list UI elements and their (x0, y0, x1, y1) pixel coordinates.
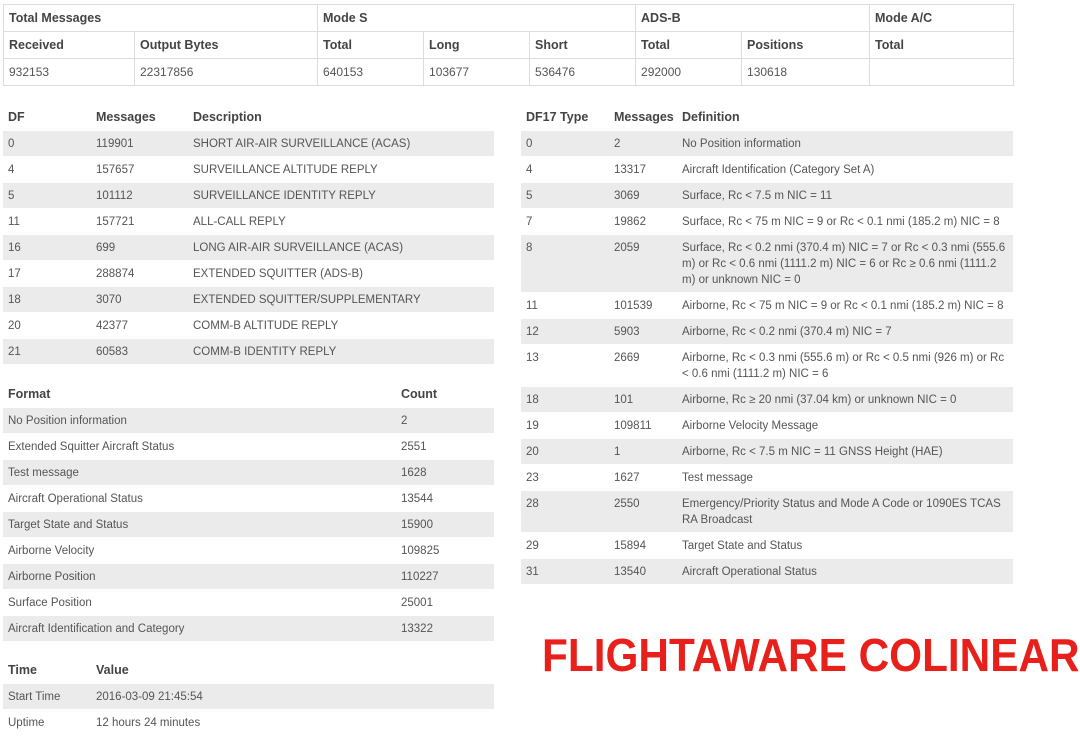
df17-row-definition-cell: Surface, Rc < 7.5 m NIC = 11 (677, 183, 1013, 209)
time-row (3, 684, 494, 710)
df17-row-type-cell: 4 (521, 157, 609, 183)
df17-row-definition-cell: Emergency/Priority Status and Mode A Code or 1090ES TCAS RA Broadcast (677, 491, 1013, 533)
header-received: Received (4, 32, 135, 59)
df-row-description-cell: SHORT AIR-AIR SURVEILLANCE (ACAS) (188, 131, 494, 157)
df17-row-messages-cell: 2 (609, 131, 677, 157)
value-short: 536476 (530, 59, 636, 86)
df17-row-type-cell: 11 (521, 293, 609, 319)
df-row-messages-cell: 3070 (91, 287, 188, 313)
df17-header-messages: Messages (614, 110, 674, 124)
format-row (3, 616, 494, 642)
df-row-description-cell: LONG AIR-AIR SURVEILLANCE (ACAS) (188, 235, 494, 261)
df-row (3, 261, 494, 287)
df17-row-messages-cell: 101539 (609, 293, 677, 319)
group-mode-s: Mode S (318, 5, 636, 32)
header-output-bytes: Output Bytes (135, 32, 318, 59)
df17-row (521, 209, 1013, 235)
df17-row-type-cell: 20 (521, 439, 609, 465)
header-long: Long (424, 32, 530, 59)
df-row-messages-cell: 119901 (91, 131, 188, 157)
df-row (3, 235, 494, 261)
df-row-description-cell: EXTENDED SQUITTER (ADS-B) (188, 261, 494, 287)
format-table (3, 381, 494, 641)
format-row-format-cell: Aircraft Operational Status (3, 486, 396, 512)
df17-row (521, 491, 1013, 533)
df-row (3, 157, 494, 183)
df17-row-type-cell: 7 (521, 209, 609, 235)
format-row (3, 434, 494, 460)
df17-row-definition-cell: Surface, Rc < 75 m NIC = 9 or Rc < 0.1 nmi (185.2 m) NIC = 8 (677, 209, 1013, 235)
df17-row-definition-cell: Airborne, Rc < 75 m NIC = 9 or Rc < 0.1 nmi (185.2 m) NIC = 8 (677, 293, 1013, 319)
format-row (3, 512, 494, 538)
df-row-description-cell: EXTENDED SQUITTER/SUPPLEMENTARY (188, 287, 494, 313)
df17-row (521, 387, 1013, 413)
df17-row-messages-cell: 2059 (609, 235, 677, 293)
df-row (3, 209, 494, 235)
time-header-value: Value (96, 663, 129, 677)
header-mode-ac-total: Total (870, 32, 1014, 59)
format-row-count-cell: 13322 (396, 616, 494, 642)
group-mode-ac: Mode A/C (870, 5, 1014, 32)
format-row-format-cell: Test message (3, 460, 396, 486)
df-row-df-cell: 20 (3, 313, 91, 339)
format-row-format-cell: No Position information (3, 408, 396, 434)
df17-row-type-cell: 5 (521, 183, 609, 209)
df17-row-definition-cell: Airborne, Rc < 7.5 m NIC = 11 GNSS Height (HAE) (677, 439, 1013, 465)
format-header-count: Count (401, 387, 438, 401)
df-row-messages-cell: 699 (91, 235, 188, 261)
df-header-messages: Messages (96, 110, 156, 124)
df17-row-messages-cell: 1 (609, 439, 677, 465)
format-row-count-cell: 15900 (396, 512, 494, 538)
summary-value-row (4, 59, 1014, 86)
df17-row-messages-cell: 5903 (609, 319, 677, 345)
df-table-body (3, 131, 494, 365)
df-row-description-cell: SURVEILLANCE ALTITUDE REPLY (188, 157, 494, 183)
format-row-format-cell: Target State and Status (3, 512, 396, 538)
value-received: 932153 (4, 59, 135, 86)
df17-row-definition-cell: Airborne, Rc < 0.2 nmi (370.4 m) NIC = 7 (677, 319, 1013, 345)
format-row (3, 590, 494, 616)
value-output-bytes: 22317856 (135, 59, 318, 86)
df-row-messages-cell: 288874 (91, 261, 188, 287)
format-row (3, 538, 494, 564)
summary-header-row (4, 32, 1014, 59)
time-header-time: Time (8, 663, 37, 677)
df-row-description-cell: SURVEILLANCE IDENTITY REPLY (188, 183, 494, 209)
format-row-count-cell: 2551 (396, 434, 494, 460)
df17-row-messages-cell: 101 (609, 387, 677, 413)
df17-row-definition-cell: Surface, Rc < 0.2 nmi (370.4 m) NIC = 7 or Rc < 0.3 nmi (555.6 m) or Rc < 0.6 nmi (1111.2 m) NIC = 6 or Rc ≥ 0.6 nmi (1111.2 m) or unknown NIC = 0 (677, 235, 1013, 293)
df17-row (521, 183, 1013, 209)
df17-row-messages-cell: 3069 (609, 183, 677, 209)
df17-row-messages-cell: 13540 (609, 559, 677, 585)
df17-row (521, 559, 1013, 585)
format-row-format-cell: Airborne Position (3, 564, 396, 590)
df17-row-definition-cell: Target State and Status (677, 533, 1013, 559)
group-total-messages: Total Messages (4, 5, 318, 32)
value-mode-s-total: 640153 (318, 59, 424, 86)
df17-row-type-cell: 0 (521, 131, 609, 157)
df17-row-type-cell: 13 (521, 345, 609, 387)
format-table-body (3, 408, 494, 642)
value-long: 103677 (424, 59, 530, 86)
df17-row-type-cell: 18 (521, 387, 609, 413)
df17-row-type-cell: 29 (521, 533, 609, 559)
time-row-value-cell: 2016-03-09 21:45:54 (91, 684, 494, 710)
df17-row-definition-cell: No Position information (677, 131, 1013, 157)
df17-row (521, 131, 1013, 157)
df-row-messages-cell: 157721 (91, 209, 188, 235)
format-row-count-cell: 13544 (396, 486, 494, 512)
value-positions: 130618 (742, 59, 870, 86)
df-row-messages-cell: 42377 (91, 313, 188, 339)
format-row-count-cell: 25001 (396, 590, 494, 616)
df17-row-messages-cell: 13317 (609, 157, 677, 183)
time-table (3, 657, 494, 735)
df17-row-messages-cell: 1627 (609, 465, 677, 491)
df-row (3, 287, 494, 313)
time-row (3, 710, 494, 736)
header-positions: Positions (742, 32, 870, 59)
df17-table-body (521, 131, 1013, 585)
time-row-time-cell: Uptime (3, 710, 91, 736)
format-row (3, 486, 494, 512)
df17-row-messages-cell: 109811 (609, 413, 677, 439)
time-row-time-cell: Start Time (3, 684, 91, 710)
df-header-df: DF (8, 110, 25, 124)
df17-row (521, 413, 1013, 439)
df17-row-messages-cell: 15894 (609, 533, 677, 559)
value-ads-b-total: 292000 (636, 59, 742, 86)
format-row-format-cell: Aircraft Identification and Category (3, 616, 396, 642)
df17-row-definition-cell: Airborne, Rc < 0.3 nmi (555.6 m) or Rc < 0.5 nmi (926 m) or Rc < 0.6 nmi (1111.2 m) NIC = 6 (677, 345, 1013, 387)
df-row-df-cell: 17 (3, 261, 91, 287)
df-row-df-cell: 0 (3, 131, 91, 157)
df-row-df-cell: 5 (3, 183, 91, 209)
group-ads-b: ADS-B (636, 5, 870, 32)
summary-group-row (4, 5, 1014, 32)
df-row (3, 313, 494, 339)
df17-row (521, 465, 1013, 491)
header-mode-s-total: Total (318, 32, 424, 59)
df-row-df-cell: 18 (3, 287, 91, 313)
format-row (3, 564, 494, 590)
time-header-row (3, 657, 494, 684)
flightaware-colinear-watermark: FLIGHTAWARE COLINEAR (542, 629, 1080, 681)
df-row-df-cell: 16 (3, 235, 91, 261)
df17-row (521, 293, 1013, 319)
format-row-count-cell: 1628 (396, 460, 494, 486)
df17-header-type: DF17 Type (526, 110, 589, 124)
df17-row-type-cell: 19 (521, 413, 609, 439)
df17-header-row (521, 104, 1013, 131)
df17-row (521, 157, 1013, 183)
df17-row-definition-cell: Airborne, Rc ≥ 20 nmi (37.04 km) or unknown NIC = 0 (677, 387, 1013, 413)
df17-row (521, 439, 1013, 465)
df-row-df-cell: 21 (3, 339, 91, 365)
df-row-df-cell: 4 (3, 157, 91, 183)
format-row-format-cell: Extended Squitter Aircraft Status (3, 434, 396, 460)
df17-row (521, 533, 1013, 559)
header-short: Short (530, 32, 636, 59)
df17-row (521, 319, 1013, 345)
df17-row-messages-cell: 19862 (609, 209, 677, 235)
df17-row-definition-cell: Test message (677, 465, 1013, 491)
format-row (3, 408, 494, 434)
df17-row-messages-cell: 2669 (609, 345, 677, 387)
format-row-count-cell: 109825 (396, 538, 494, 564)
df-header-description: Description (193, 110, 262, 124)
df17-row-type-cell: 28 (521, 491, 609, 533)
time-row-value-cell: 12 hours 24 minutes (91, 710, 494, 736)
df17-header-definition: Definition (682, 110, 740, 124)
df17-row-type-cell: 12 (521, 319, 609, 345)
df-row-description-cell: ALL-CALL REPLY (188, 209, 494, 235)
df-header-row (3, 104, 494, 131)
df17-row-definition-cell: Aircraft Identification (Category Set A) (677, 157, 1013, 183)
df-table (3, 104, 494, 364)
format-row (3, 460, 494, 486)
format-row-format-cell: Airborne Velocity (3, 538, 396, 564)
df17-table (521, 104, 1013, 584)
df-row-messages-cell: 157657 (91, 157, 188, 183)
header-ads-b-total: Total (636, 32, 742, 59)
df17-row-type-cell: 23 (521, 465, 609, 491)
format-row-format-cell: Surface Position (3, 590, 396, 616)
df-row (3, 183, 494, 209)
format-header-format: Format (8, 387, 51, 401)
df17-row-definition-cell: Aircraft Operational Status (677, 559, 1013, 585)
df-row-description-cell: COMM-B ALTITUDE REPLY (188, 313, 494, 339)
df-row (3, 339, 494, 365)
df-row-messages-cell: 60583 (91, 339, 188, 365)
df-row (3, 131, 494, 157)
time-table-body (3, 684, 494, 736)
df17-row (521, 235, 1013, 293)
value-mode-ac-total (870, 59, 1014, 86)
df-row-df-cell: 11 (3, 209, 91, 235)
df17-row-definition-cell: Airborne Velocity Message (677, 413, 1013, 439)
df17-row-messages-cell: 2550 (609, 491, 677, 533)
format-row-count-cell: 110227 (396, 564, 494, 590)
summary-table (3, 4, 1014, 86)
df17-row-type-cell: 8 (521, 235, 609, 293)
format-header-row (3, 381, 494, 408)
df17-row (521, 345, 1013, 387)
df-row-messages-cell: 101112 (91, 183, 188, 209)
df17-row-type-cell: 31 (521, 559, 609, 585)
df-row-description-cell: COMM-B IDENTITY REPLY (188, 339, 494, 365)
format-row-count-cell: 2 (396, 408, 494, 434)
